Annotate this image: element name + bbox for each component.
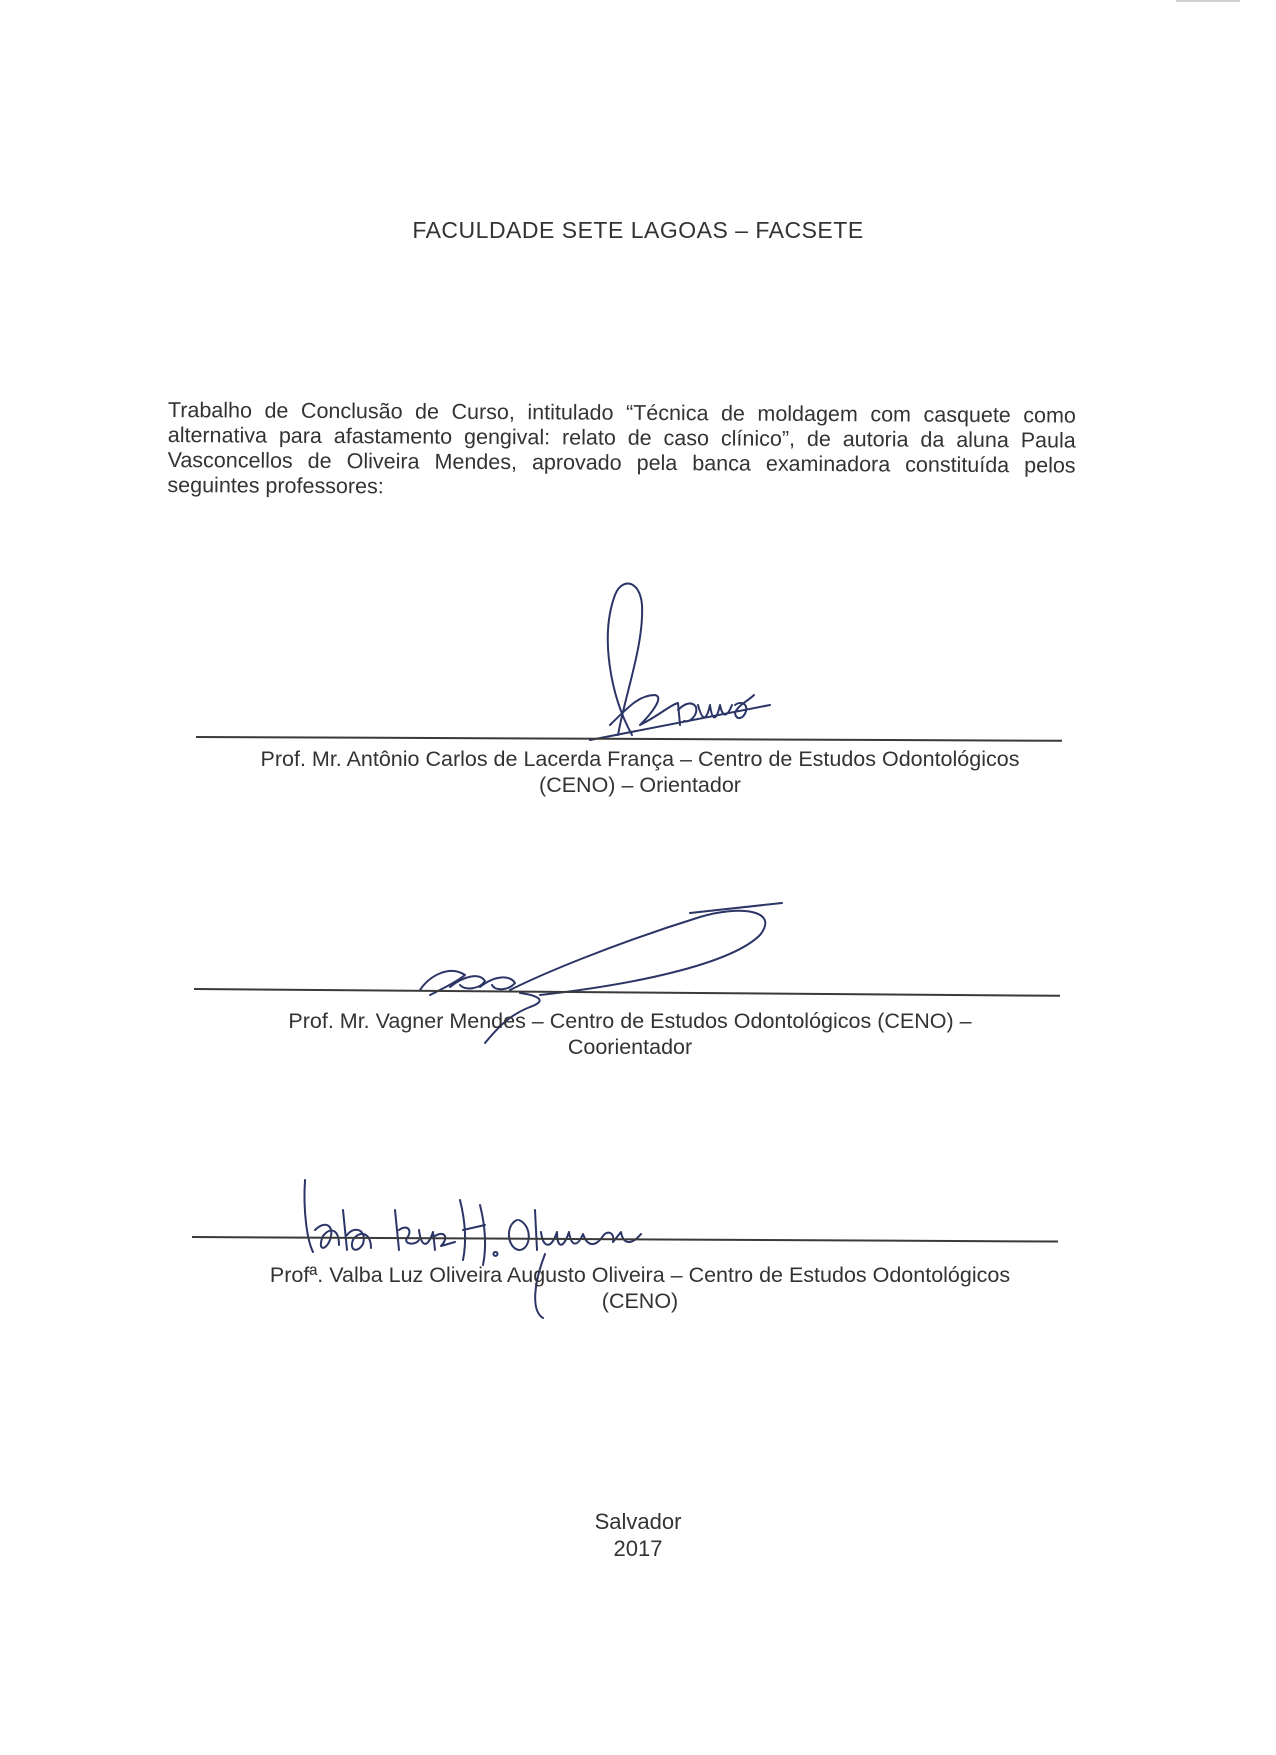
examiner-1-line2: (CENO) – Orientador bbox=[539, 773, 741, 797]
place-and-date bbox=[0, 1508, 1276, 1562]
signature-examiner-1 bbox=[570, 575, 810, 745]
examiner-2-line1: Prof. Mr. Vagner Mendes – Centro de Estudos Odontológicos (CENO) – bbox=[288, 1009, 972, 1033]
city: Salvador bbox=[594, 1509, 682, 1534]
scan-edge-mark bbox=[1176, 0, 1240, 2]
examiner-name-2 bbox=[130, 1008, 1130, 1060]
examiner-name-3 bbox=[150, 1262, 1130, 1314]
examiner-3-line1: Profª. Valba Luz Oliveira Augusto Oliveira – Centro de Estudos Odontológicos bbox=[269, 1263, 1011, 1287]
examiner-1-line1: Prof. Mr. Antônio Carlos de Lacerda França – Centro de Estudos Odontológicos bbox=[260, 747, 1020, 771]
examiner-3-line2: (CENO) bbox=[601, 1289, 679, 1313]
institution-name: FACULDADE SETE LAGOAS – FACSETE bbox=[412, 217, 864, 243]
year: 2017 bbox=[613, 1536, 663, 1561]
examiner-2-line2: Coorientador bbox=[567, 1035, 693, 1059]
examiner-name-1 bbox=[150, 746, 1130, 798]
approval-statement: Trabalho de Conclusão de Curso, intitulado “Técnica de moldagem com casquete como alternativa para afastamento gengival: relato de caso clínico”, de autoria da aluna Paula Vasconcellos de Oliveira Mendes, aprovado pela banca examinadora constituída pelos seguintes professores: bbox=[167, 398, 1076, 499]
